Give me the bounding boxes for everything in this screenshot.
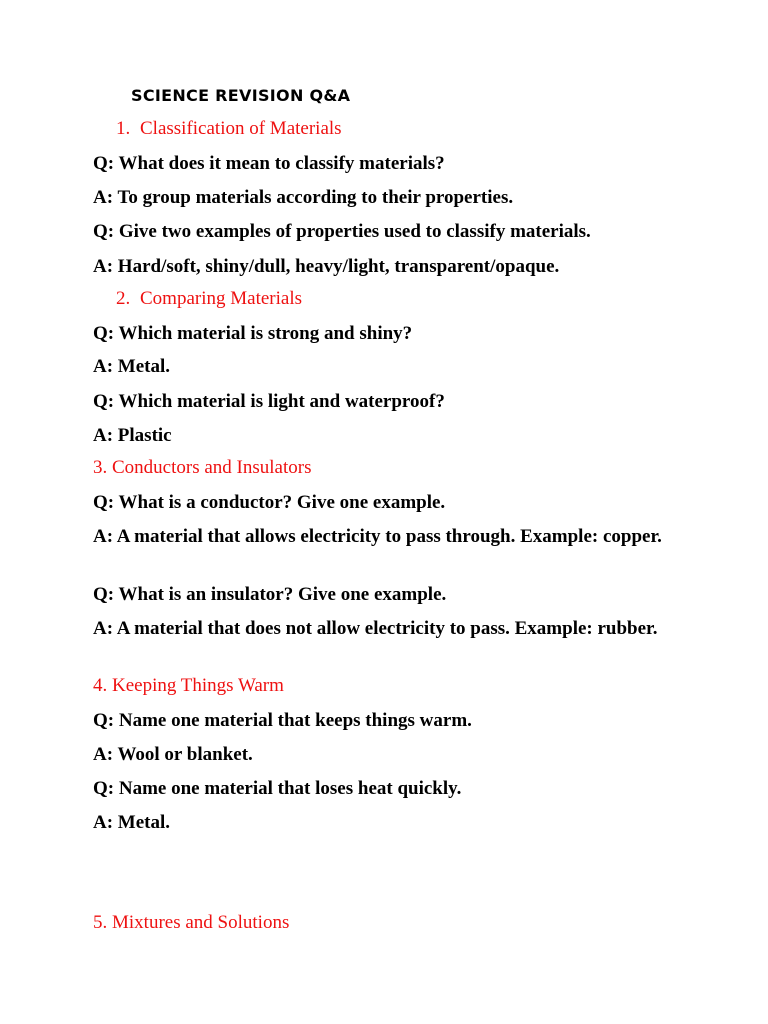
section-heading-conductors: 3. Conductors and Insulators <box>93 457 312 478</box>
section-title: Comparing Materials <box>140 288 302 309</box>
section-heading-keeping-warm: 4. Keeping Things Warm <box>93 675 284 696</box>
answer-line: A: To group materials according to their properties. <box>93 187 514 208</box>
section-heading-comparing <box>116 288 302 310</box>
section-number: 2. <box>116 288 131 309</box>
answer-line: A: Hard/soft, shiny/dull, heavy/light, transparent/opaque. <box>93 256 560 277</box>
answer-line: A: Plastic <box>93 425 172 446</box>
question-line: Q: Which material is strong and shiny? <box>93 323 413 344</box>
question-line: Q: Which material is light and waterproof? <box>93 391 445 412</box>
question-line: Q: What does it mean to classify materials? <box>93 153 445 174</box>
question-line: Q: What is a conductor? Give one example. <box>93 492 446 513</box>
answer-line: A: A material that does not allow electricity to pass. Example: rubber. <box>93 618 658 639</box>
answer-line: A: Metal. <box>93 812 171 833</box>
answer-line: A: Wool or blanket. <box>93 744 253 765</box>
document-title: SCIENCE REVISION Q&A <box>131 86 351 105</box>
question-line: Q: What is an insulator? Give one example. <box>93 584 447 605</box>
question-line: Q: Give two examples of properties used to classify materials. <box>93 221 591 242</box>
section-number: 1. <box>116 118 131 139</box>
question-line: Q: Name one material that loses heat quickly. <box>93 778 462 799</box>
section-heading-classification <box>116 118 342 140</box>
answer-line: A: Metal. <box>93 356 171 377</box>
answer-line: A: A material that allows electricity to pass through. Example: copper. <box>93 526 662 547</box>
question-line: Q: Name one material that keeps things warm. <box>93 710 472 731</box>
section-heading-mixtures: 5. Mixtures and Solutions <box>93 912 290 933</box>
section-title: Classification of Materials <box>140 118 342 139</box>
